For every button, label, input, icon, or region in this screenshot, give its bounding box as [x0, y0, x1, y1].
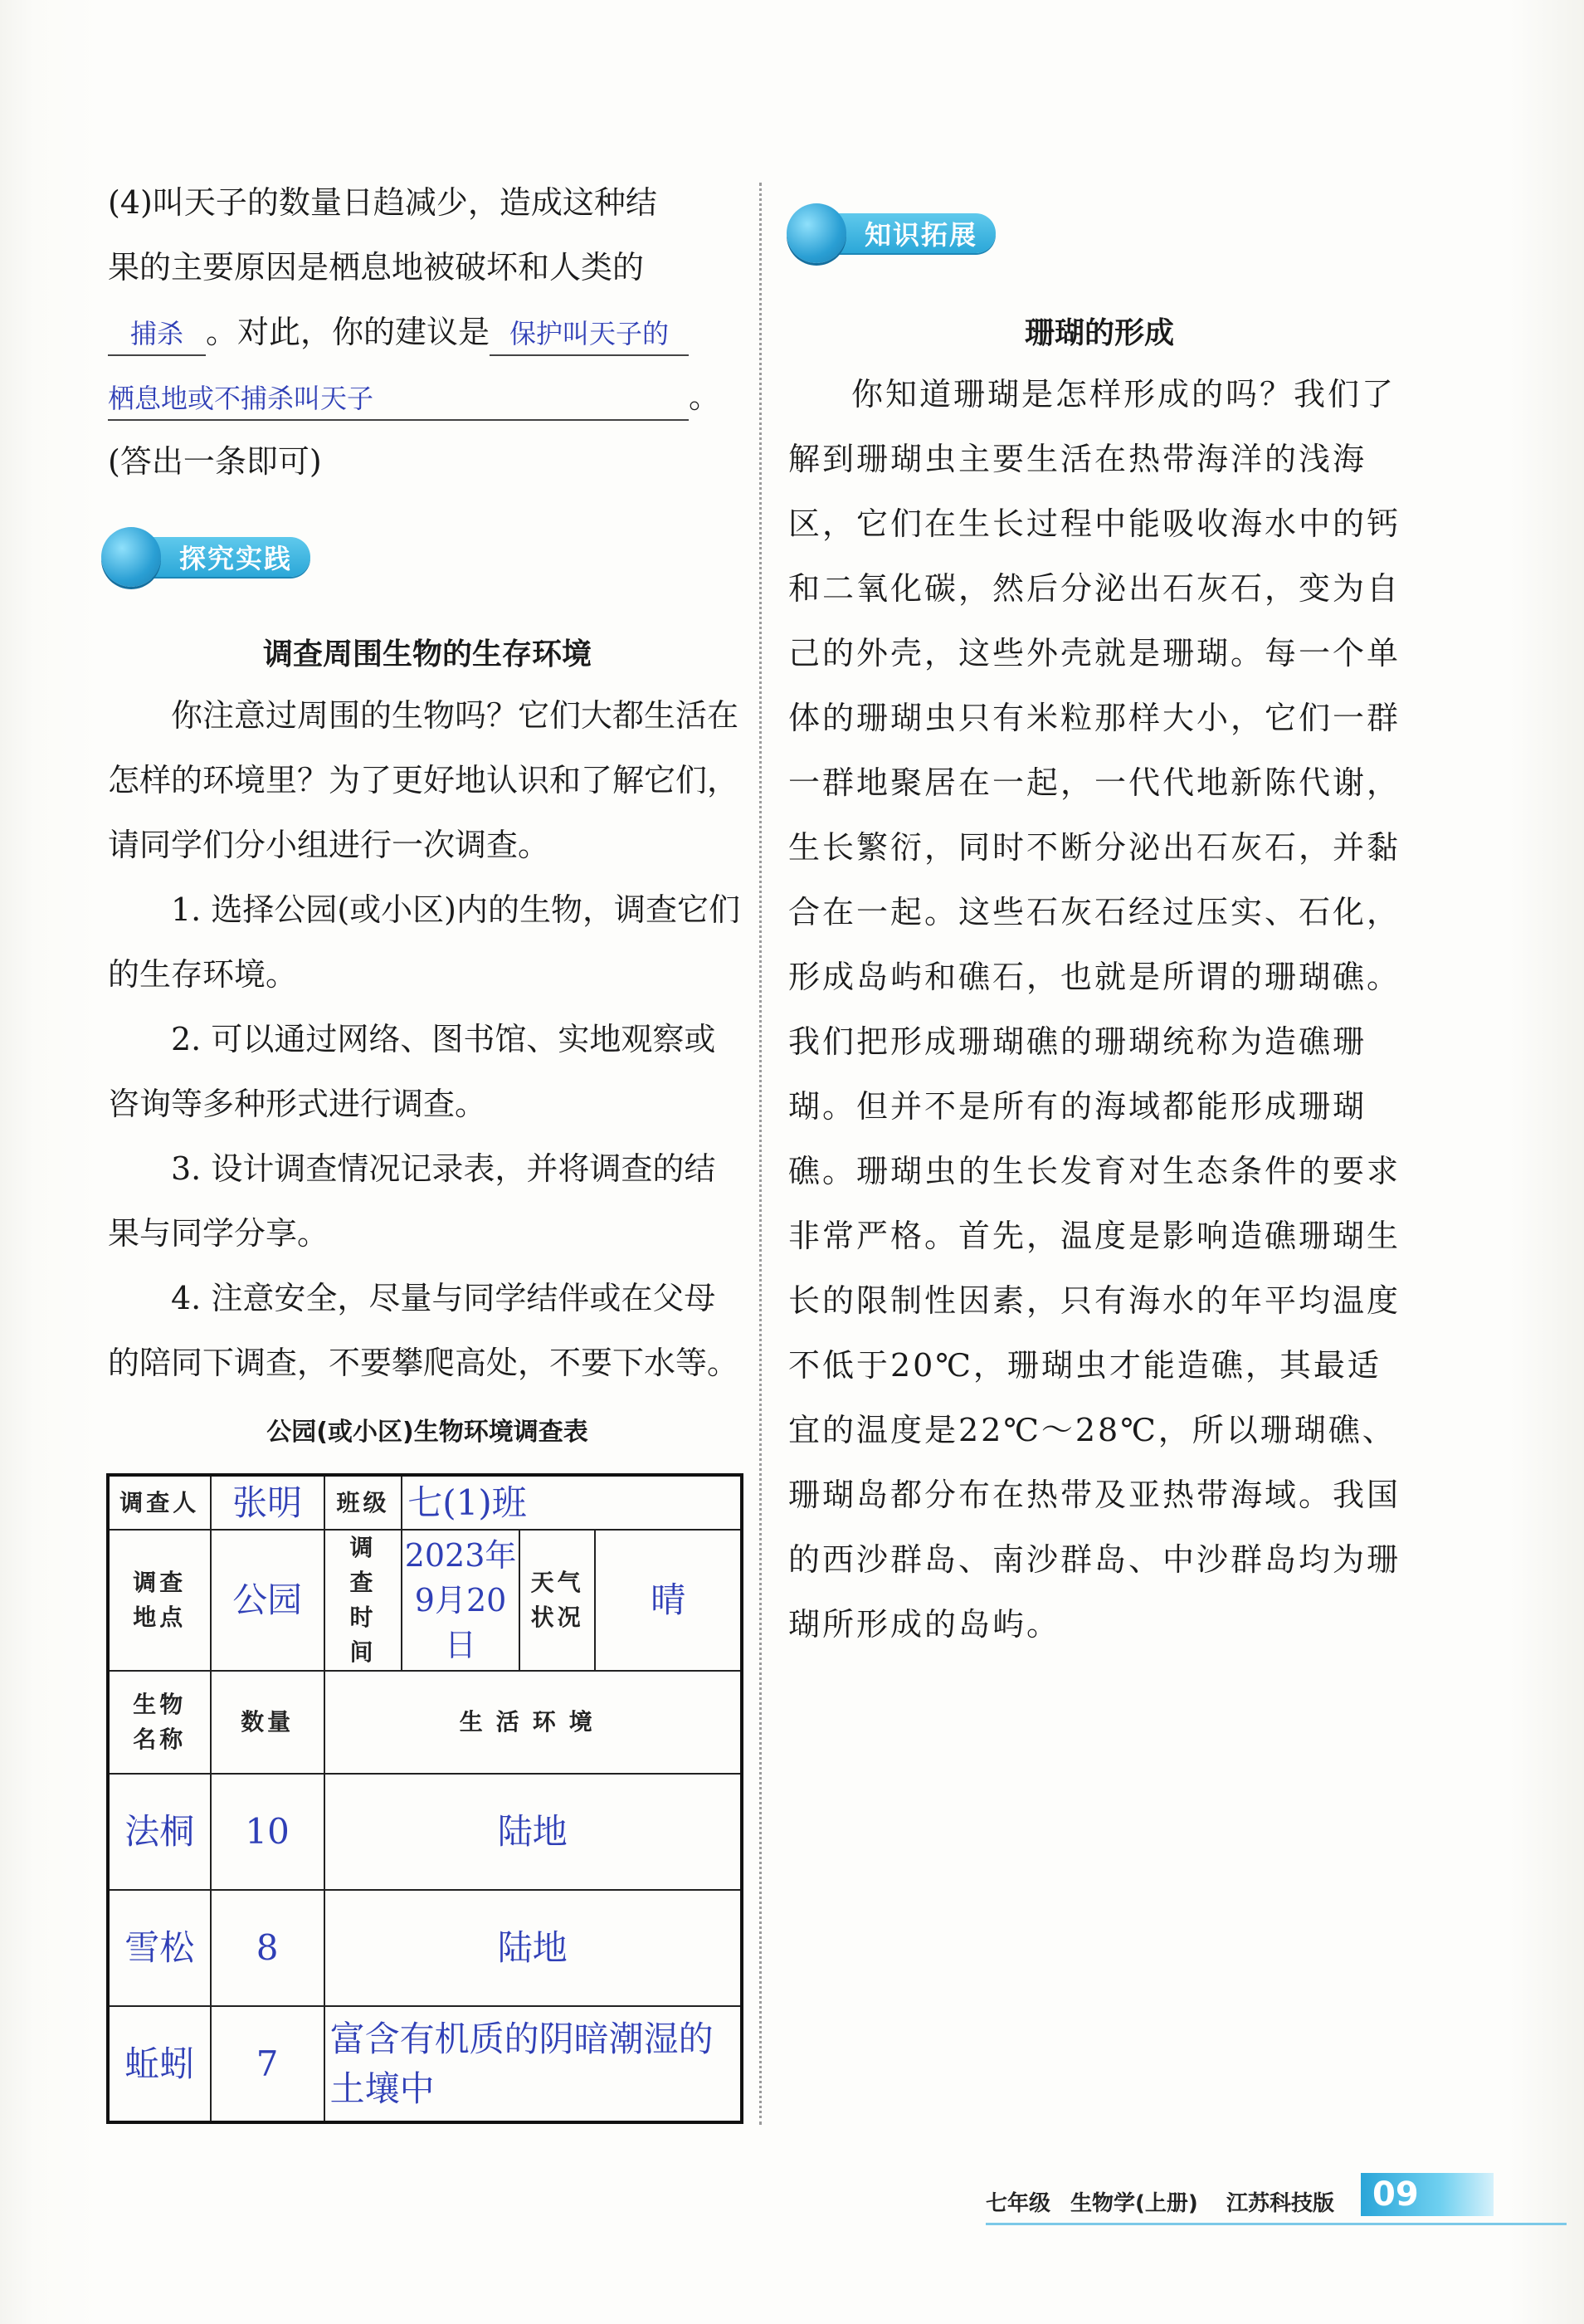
table-row: [108, 1530, 742, 1671]
left-body: [108, 683, 747, 1395]
q4-answer-blank-2a: 保护叫天子的: [490, 313, 689, 356]
place-label: 调查地点: [108, 1530, 211, 1671]
badge-knowledge-extension: [787, 208, 996, 259]
q4-answer-blank-2b: 栖息地或不捕杀叫天子: [108, 378, 689, 421]
weather-value: 晴: [595, 1530, 742, 1671]
column-divider: [759, 183, 762, 2125]
organism-name: 蚯蚓: [108, 2006, 211, 2122]
footer-subject: 生物学(上册): [1070, 2191, 1198, 2216]
badge-knowledge-label: 知识拓展: [805, 213, 996, 253]
table-caption: 公园(或小区)生物环境调查表: [266, 1418, 588, 1447]
footer-edition: 江苏科技版: [1226, 2191, 1335, 2216]
env-label: 生活环境: [324, 1671, 742, 1774]
step-1: 1. 选择公园(或小区)内的生物，调查它们的生存环境。: [108, 891, 740, 993]
time-label: 调查时间: [324, 1530, 402, 1671]
q4-text-2: 果的主要原因是栖息地被破坏和人类的: [108, 249, 645, 286]
right-section-title: 珊瑚的形成: [1024, 316, 1174, 350]
table-row: [108, 1774, 742, 1890]
organism-count: 7: [211, 2006, 324, 2122]
organism-env: 陆地: [324, 1890, 742, 2006]
globe-icon: [101, 527, 161, 587]
footer-grade: 七年级: [986, 2191, 1051, 2216]
table-row: [108, 1890, 742, 2006]
q4-line-4: [108, 364, 747, 429]
organism-count: 10: [211, 1774, 324, 1890]
left-column: [108, 170, 747, 494]
footer-line: [986, 2223, 1567, 2225]
count-label: 数量: [211, 1671, 324, 1774]
q4-mid-text: 。对此，你的建议是: [206, 314, 490, 350]
organism-count: 8: [211, 1890, 324, 2006]
surveyor-value: 张明: [211, 1475, 324, 1530]
right-column: [788, 362, 1411, 1657]
q4-end: 。: [689, 378, 721, 415]
class-value: 七(1)班: [402, 1475, 742, 1530]
class-label: 班级: [324, 1475, 402, 1530]
name-label: 生物名称: [108, 1671, 211, 1774]
table-row: [108, 1671, 742, 1774]
q4-line-3: [108, 300, 747, 364]
organism-name: 雪松: [108, 1890, 211, 2006]
organism-name: 法桐: [108, 1774, 211, 1890]
step-4: 4. 注意安全，尽量与同学结伴或在父母的陪同下调查，不要攀爬高处，不要下水等。: [108, 1280, 739, 1381]
q4-text-1: (4)叫天子的数量日趋减少，造成这种结: [108, 184, 657, 221]
badge-explore-label: 探究实践: [119, 537, 310, 577]
q4-answer-blank-1: 捕杀: [108, 313, 206, 356]
survey-table: [106, 1473, 743, 2124]
step-3: 3. 设计调查情况记录表，并将调查的结果与同学分享。: [108, 1150, 716, 1252]
page-number: 09: [1361, 2173, 1494, 2216]
q4-line-2: [108, 235, 747, 300]
time-value: 2023年9月20日: [402, 1530, 519, 1671]
q4-line-1: [108, 170, 747, 235]
intro-paragraph: 你注意过周围的生物吗？它们大都生活在怎样的环境里？为了更好地认识和了解它们，请同学们分小组进行一次调查。: [108, 697, 739, 863]
table-row: [108, 2006, 742, 2122]
left-section-title: 调查周围生物的生存环境: [262, 637, 592, 671]
q4-note: (答出一条即可): [108, 443, 322, 480]
step-2: 2. 可以通过网络、图书馆、实地观察或咨询等多种形式进行调查。: [108, 1021, 716, 1122]
badge-explore-practice: [101, 531, 310, 583]
weather-label: 天气状况: [519, 1530, 596, 1671]
organism-env: 富含有机质的阴暗潮湿的土壤中: [324, 2006, 742, 2122]
magnifier-icon: [787, 203, 846, 263]
place-value: 公园: [211, 1530, 324, 1671]
coral-paragraph: 你知道珊瑚是怎样形成的吗？我们了解到珊瑚虫主要生活在热带海洋的浅海区，它们在生长过程中能吸收海水中的钙和二氧化碳，然后分泌出石灰石，变为自己的外壳，这些外壳就是珊瑚。每一个单体的珊瑚虫只有米粒那样大小，它们一群一群地聚居在一起，一代代地新陈代谢，生长繁衍，同时不断分泌出石灰石，并黏合在一起。这些石灰石经过压实、石化，形成岛屿和礁石，也就是所谓的珊瑚礁。我们把形成珊瑚礁的珊瑚统称为造礁珊瑚。但并不是所有的海域都能形成珊瑚礁。珊瑚虫的生长发育对生态条件的要求非常严格。首先，温度是影响造礁珊瑚生长的限制性因素，只有海水的年平均温度不低于20℃，珊瑚虫才能造礁，其最适宜的温度是22℃～28℃，所以珊瑚礁、珊瑚岛都分布在热带及亚热带海域。我国的西沙群岛、南沙群岛、中沙群岛均为珊瑚所形成的岛屿。: [788, 376, 1401, 1643]
table-row: [108, 1475, 742, 1530]
surveyor-label: 调查人: [108, 1475, 211, 1530]
organism-env: 陆地: [324, 1774, 742, 1890]
